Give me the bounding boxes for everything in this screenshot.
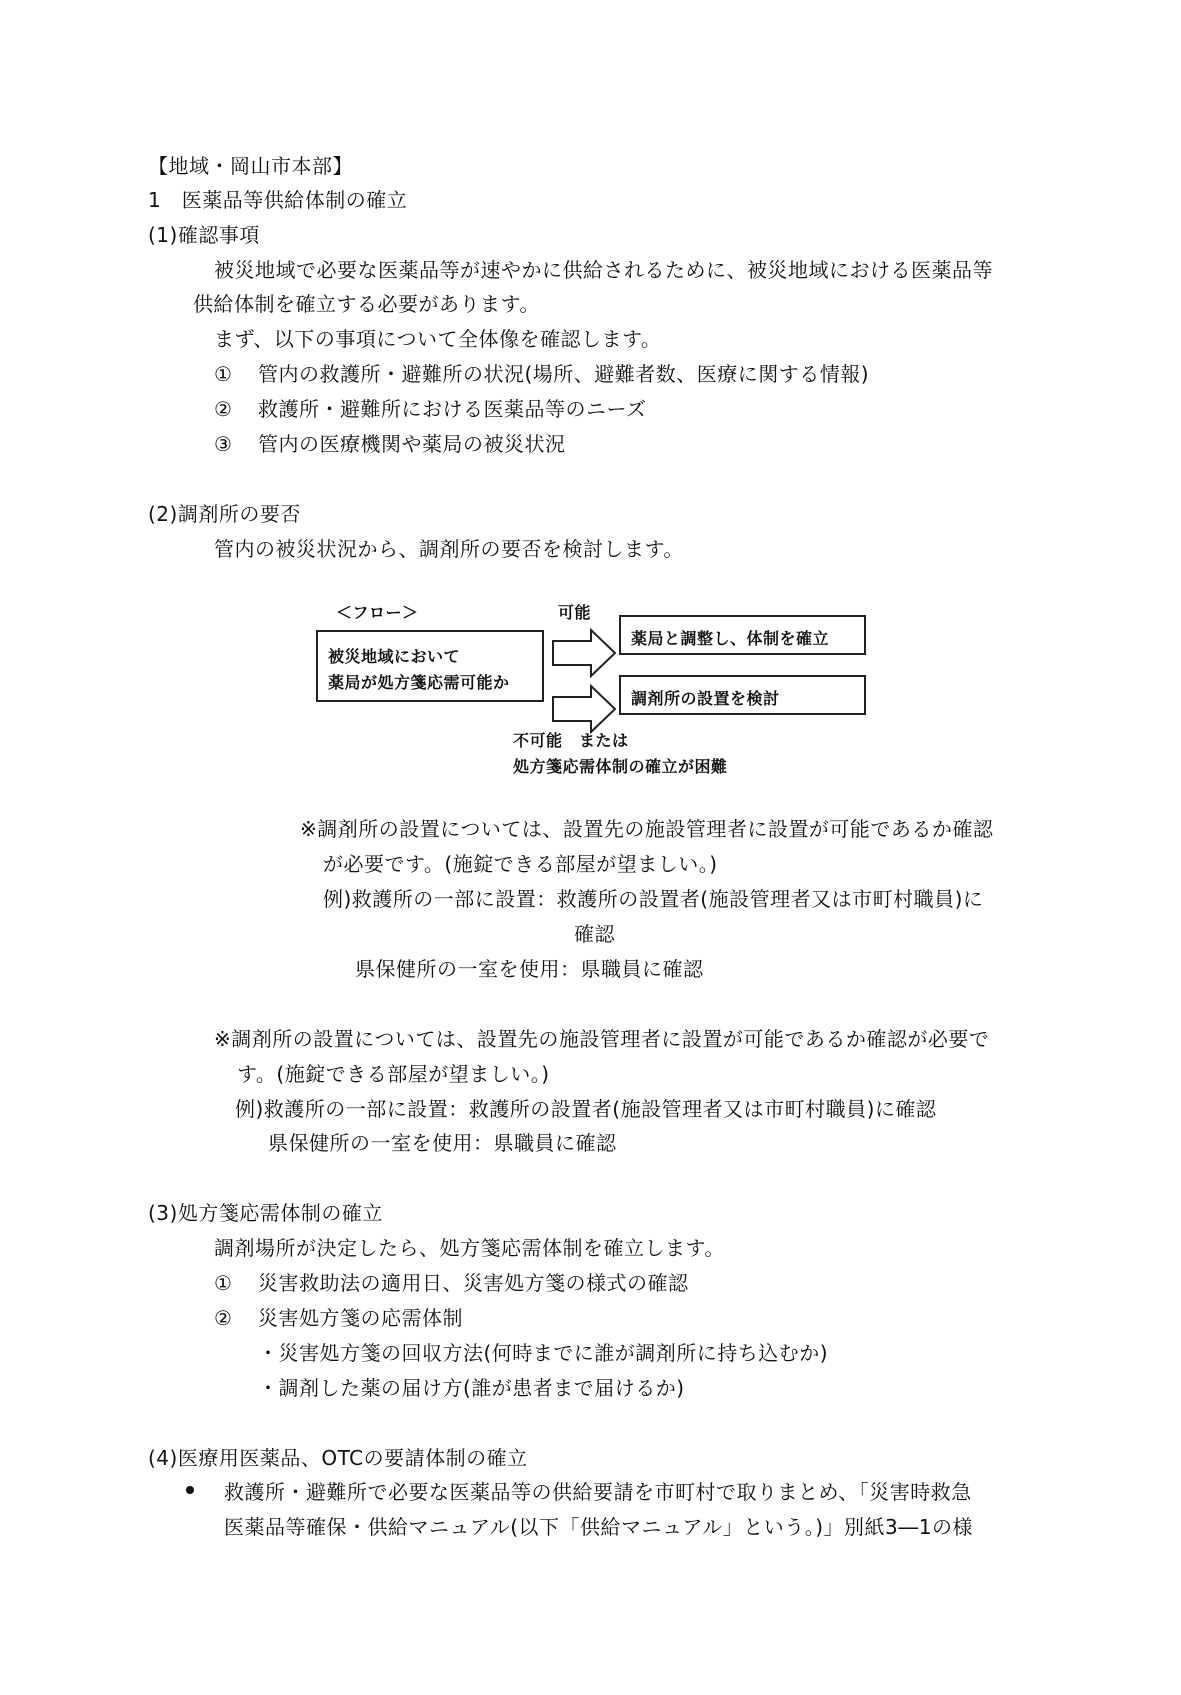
s1-item-3-text: 管内の医療機関や薬局の被災状況: [258, 432, 566, 456]
s1-item-2-number: ②: [214, 397, 233, 421]
note1-line3: 例)救護所の一部に設置：救護所の設置者(施設管理者又は市町村職員)に: [323, 887, 984, 911]
s3-item-2-number: ②: [214, 1306, 233, 1330]
flow-start-line1: 被災地域において: [328, 647, 461, 666]
flow-no-label-line1: 不可能 または: [513, 731, 629, 750]
note2-line4: 県保健所の一室を使用：県職員に確認: [268, 1131, 617, 1155]
chapter-title: 1 医薬品等供給体制の確立: [148, 188, 408, 212]
flow-no-result: 調剤所の設置を検討: [631, 689, 780, 708]
s3-heading: (3)処方箋応需体制の確立: [148, 1201, 383, 1225]
s4-bullet-line2: 医薬品等確保・供給マニュアル(以下「供給マニュアル」という。)」別紙3―1の様: [224, 1515, 973, 1539]
s2-paragraph: 管内の被災状況から、調剤所の要否を検討します。: [214, 537, 684, 561]
s3-item-2-text: 災害処方箋の応需体制: [258, 1306, 463, 1330]
flow-yes-label: 可能: [558, 603, 592, 622]
s3-sub-item-2: ・調剤した薬の届け方(誰が患者まで届けるか): [258, 1376, 685, 1400]
s1-heading: (1)確認事項: [148, 223, 260, 247]
note2-line1: ※調剤所の設置については、設置先の施設管理者に設置が可能であるか確認が必要で: [214, 1027, 990, 1051]
section-label: 【地域・岡山市本部】: [148, 154, 353, 178]
s1-item-1-text: 管内の救護所・避難所の状況(場所、避難者数、医療に関する情報): [258, 362, 870, 386]
note1-line2: が必要です。(施錠できる部屋が望ましい。): [323, 852, 718, 876]
flow-yes-result: 薬局と調整し、体制を確立: [631, 629, 830, 648]
s1-item-2-text: 救護所・避難所における医薬品等のニーズ: [258, 397, 647, 421]
s1-paragraph-line2: 供給体制を確立する必要があります。: [193, 292, 540, 316]
flow-no-arrow: [553, 686, 615, 732]
s3-paragraph: 調剤場所が決定したら、処方箋応需体制を確立します。: [214, 1236, 725, 1260]
s4-bullet-line1: 救護所・避難所で必要な医薬品等の供給要請を市町村で取りまとめ、「災害時救急: [224, 1480, 972, 1504]
note2-line2: す。(施錠できる部屋が望ましい。): [237, 1062, 550, 1086]
s1-item-3-number: ③: [214, 432, 233, 456]
s1-paragraph-line1: 被災地域で必要な医薬品等が速やかに供給されるために、被災地域における医薬品等: [214, 258, 993, 282]
flow-start-box: [316, 630, 544, 702]
s4-heading: (4)医療用医薬品、OTCの要請体制の確立: [148, 1446, 528, 1470]
note2-line3: 例)救護所の一部に設置：救護所の設置者(施設管理者又は市町村職員)に確認: [235, 1097, 937, 1121]
note1-line1: ※調剤所の設置については、設置先の施設管理者に設置が可能であるか確認: [300, 817, 994, 841]
flow-no-result-box: [619, 675, 866, 715]
flow-yes-arrow: [553, 630, 615, 676]
note1-line4: 確認: [574, 922, 615, 946]
s1-item-1-number: ①: [214, 362, 233, 386]
flow-label: ＜フロー＞: [336, 603, 419, 622]
flow-no-label-line2: 処方箋応需体制の確立が困難: [513, 757, 728, 776]
flow-diagram: [316, 600, 866, 775]
flow-yes-result-box: [619, 615, 866, 655]
s2-heading: (2)調剤所の要否: [148, 502, 301, 526]
bullet-icon: [186, 1486, 194, 1494]
s3-sub-item-1: ・災害処方箋の回収方法(何時までに誰が調剤所に持ち込むか): [258, 1341, 829, 1365]
s3-item-1-number: ①: [214, 1271, 233, 1295]
s1-paragraph2: まず、以下の事項について全体像を確認します。: [214, 327, 662, 351]
note1-line5: 県保健所の一室を使用：県職員に確認: [355, 957, 704, 981]
flow-start-line2: 薬局が処方箋応需可能か: [328, 673, 510, 692]
s3-item-1-text: 災害救助法の適用日、災害処方箋の様式の確認: [258, 1271, 689, 1295]
flow-arrows: [551, 625, 619, 735]
